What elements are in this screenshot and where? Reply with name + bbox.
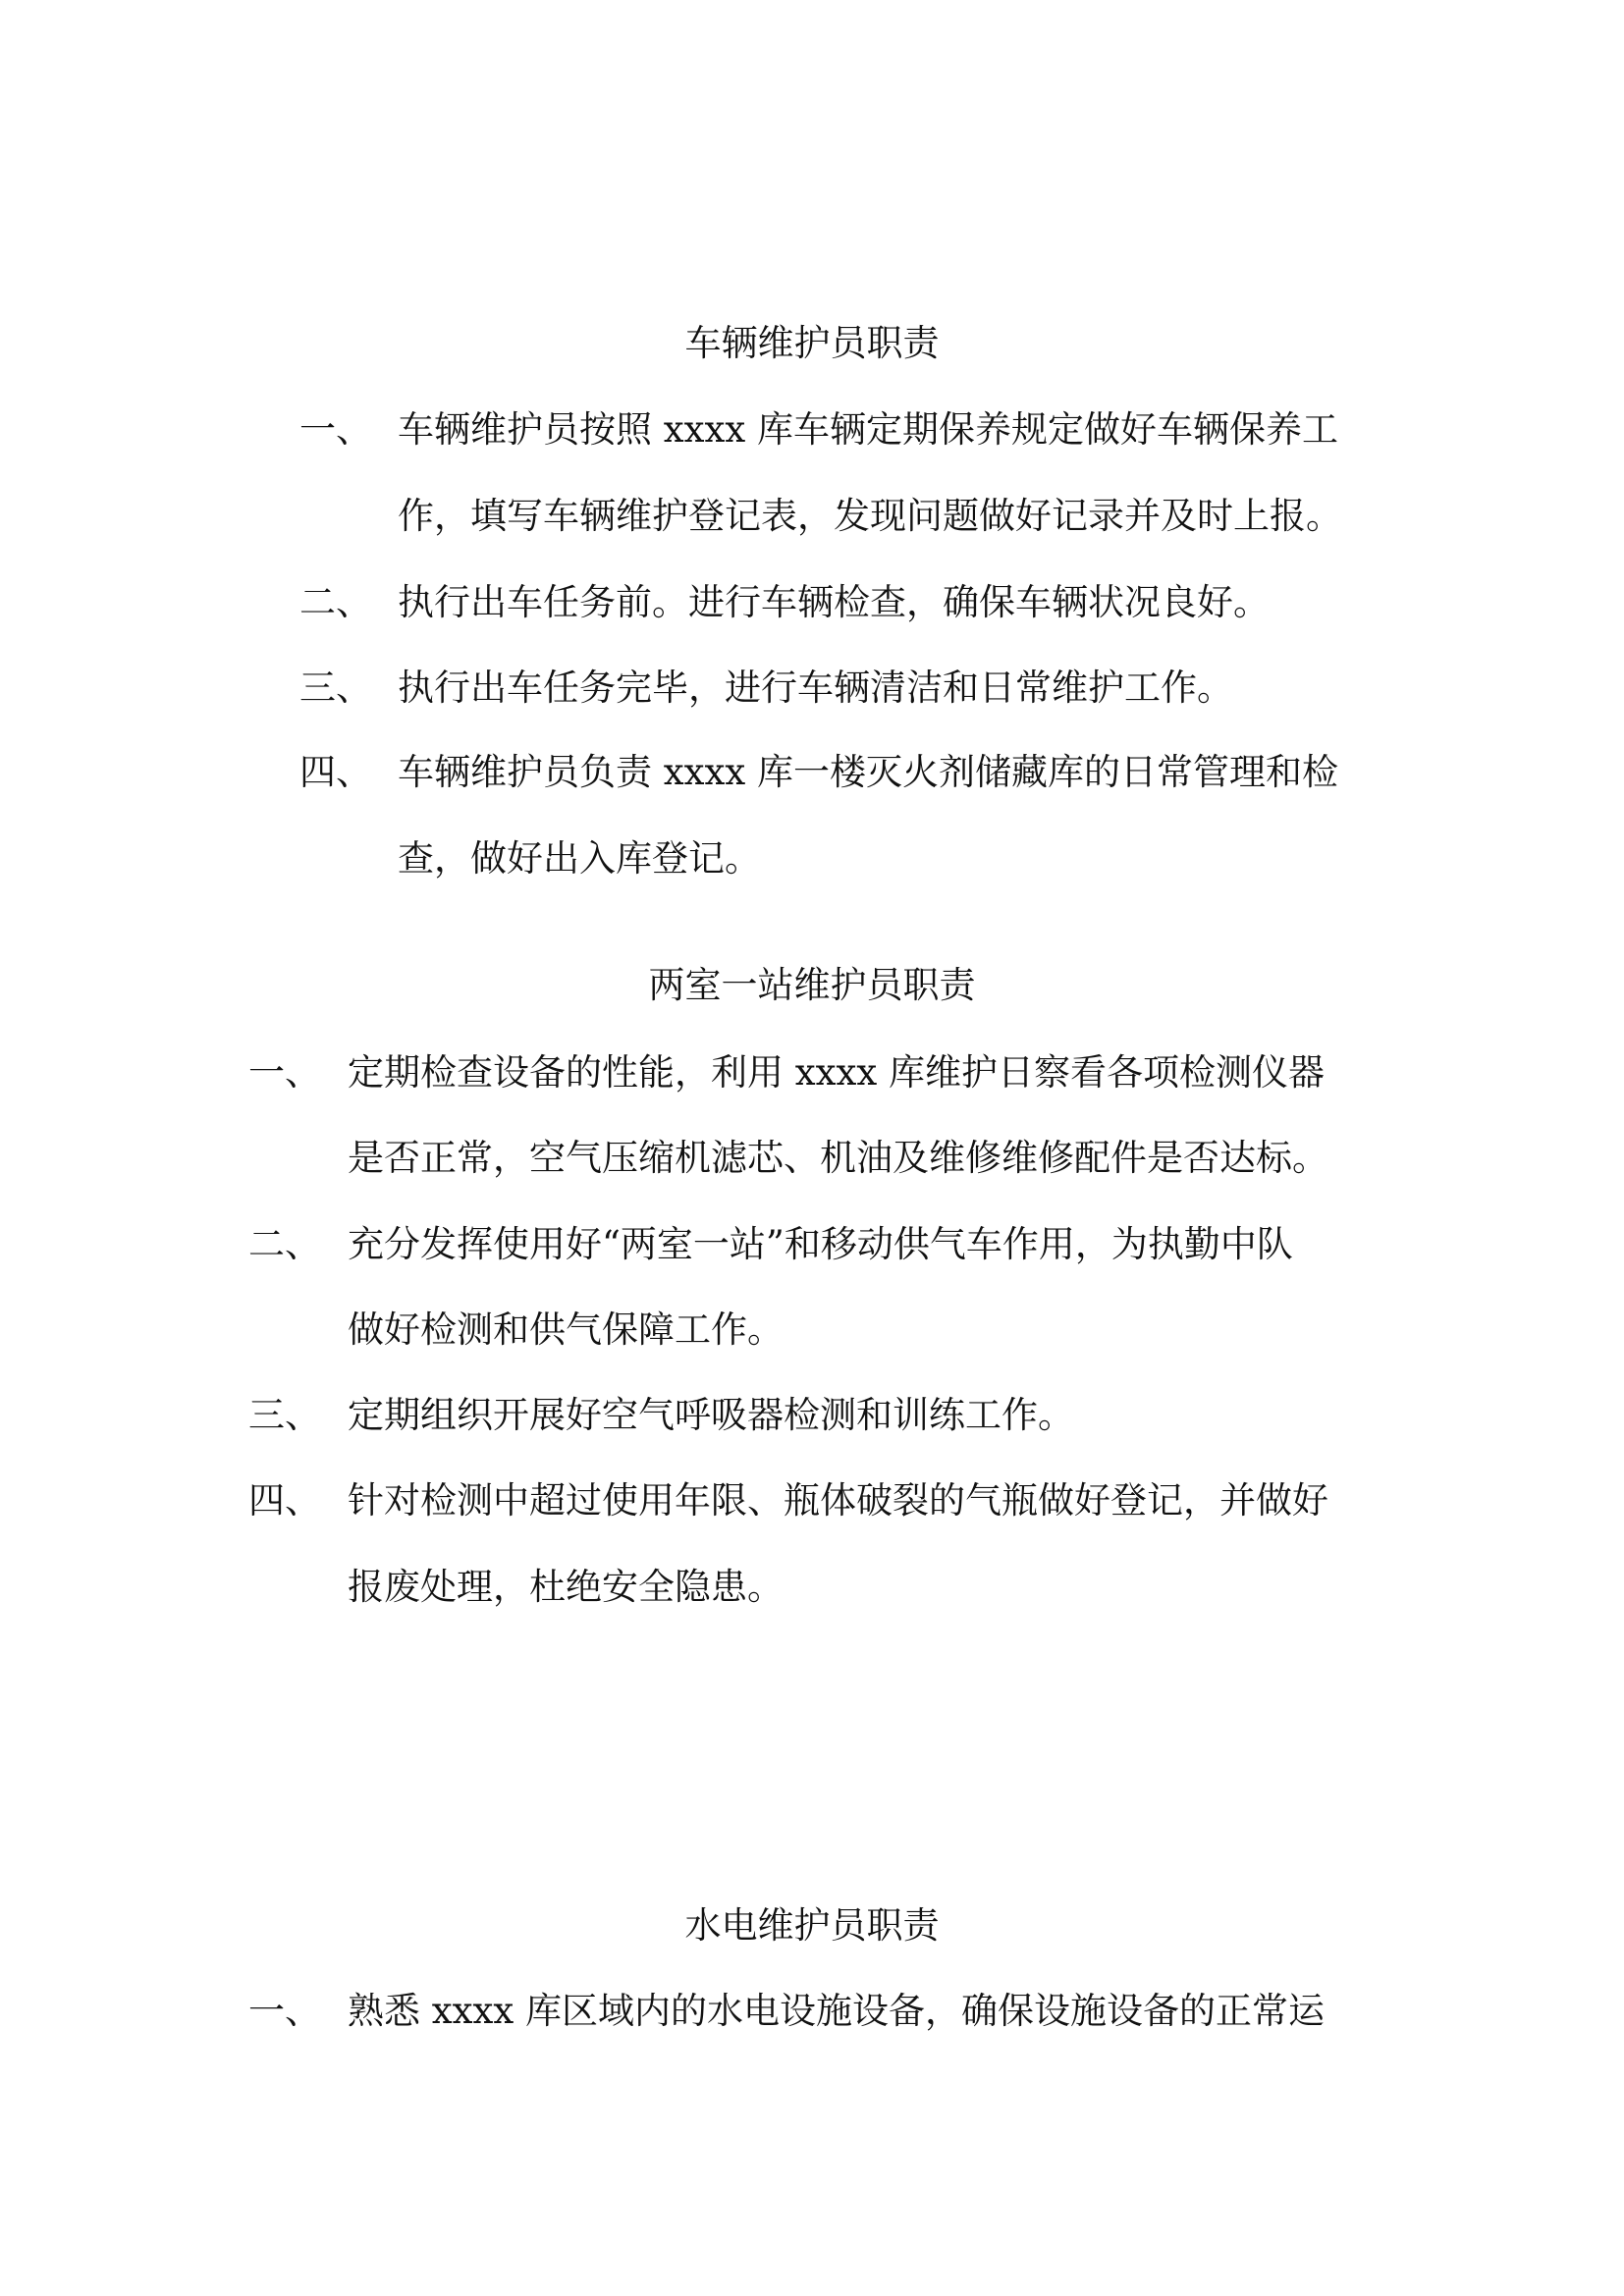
section3-title: 水电维护员职责 — [684, 1904, 940, 1947]
item-number: 三、 — [299, 667, 372, 709]
item-line: 是否正常，空气压缩机滤芯、机油及维修维修配件是否达标。 — [348, 1137, 1328, 1179]
item-line: 充分发挥使用好“两室一站”和移动供气车作用，为执勤中队 — [348, 1223, 1293, 1265]
item-line: 车辆维护员负责 xxxx 库一楼灭火剂储藏库的日常管理和检 — [398, 751, 1338, 793]
item-number: 二、 — [248, 1223, 321, 1265]
section1-title: 车辆维护员职责 — [684, 322, 940, 364]
item-number: 二、 — [299, 581, 372, 623]
item-line: 定期检查设备的性能，利用 xxxx 库维护日察看各项检测仪器 — [348, 1051, 1325, 1094]
item-number: 四、 — [299, 751, 372, 793]
item-line: 作，填写车辆维护登记表，发现问题做好记录并及时上报。 — [398, 495, 1342, 537]
item-number: 一、 — [299, 408, 372, 451]
item-line: 定期组织开展好空气呼吸器检测和训练工作。 — [348, 1394, 1074, 1436]
item-line: 执行出车任务前。进行车辆检查，确保车辆状况良好。 — [398, 581, 1270, 623]
item-line: 熟悉 xxxx 库区域内的水电设施设备，确保设施设备的正常运 — [348, 1990, 1325, 2032]
item-number: 四、 — [248, 1479, 321, 1522]
item-line: 针对检测中超过使用年限、瓶体破裂的气瓶做好登记，并做好 — [348, 1479, 1328, 1522]
item-line: 查，做好出入库登记。 — [398, 837, 761, 880]
item-number: 一、 — [248, 1990, 321, 2032]
item-line: 做好检测和供气保障工作。 — [348, 1308, 784, 1351]
item-line: 报废处理，杜绝安全隐患。 — [348, 1566, 784, 1608]
item-number: 一、 — [248, 1051, 321, 1094]
item-number: 三、 — [248, 1394, 321, 1436]
section2-title: 两室一站维护员职责 — [648, 964, 976, 1006]
item-line: 车辆维护员按照 xxxx 库车辆定期保养规定做好车辆保养工 — [398, 408, 1338, 451]
item-line: 执行出车任务完毕，进行车辆清洁和日常维护工作。 — [398, 667, 1233, 709]
